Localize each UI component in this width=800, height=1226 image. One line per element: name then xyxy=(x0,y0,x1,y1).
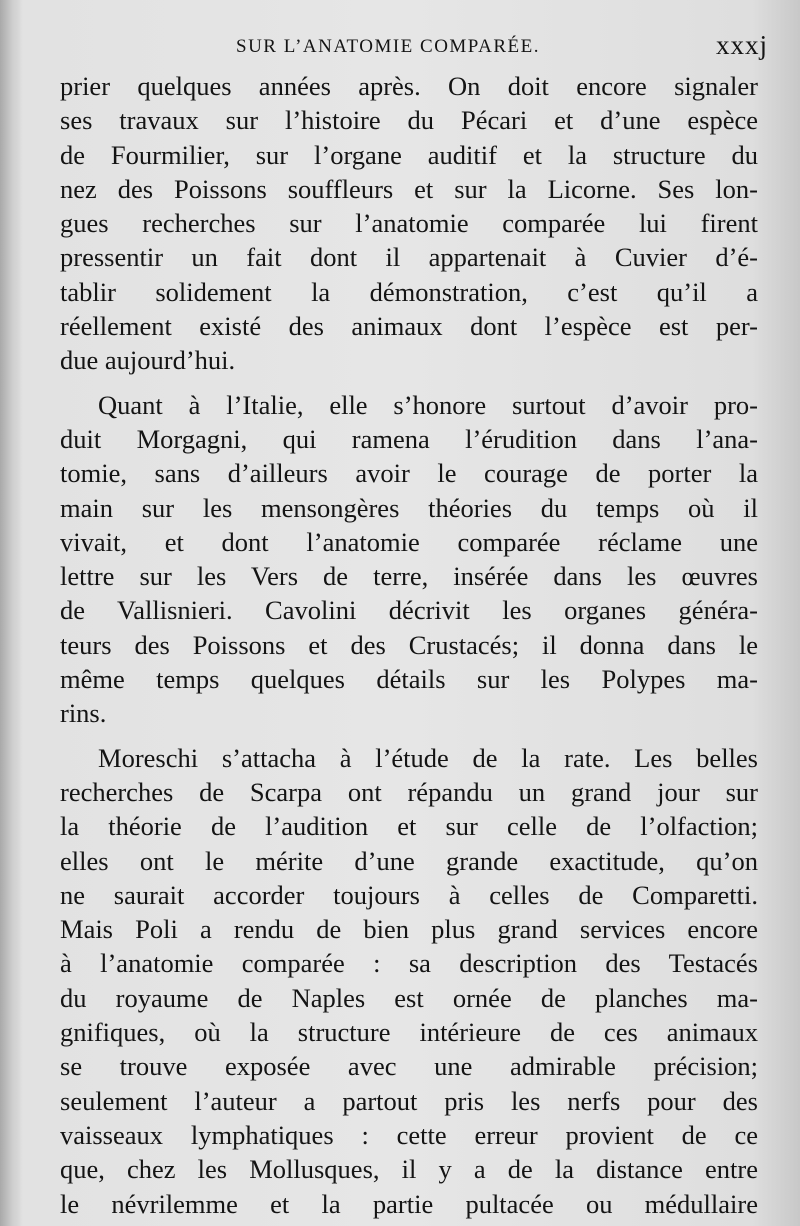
text-line: de Vallisnieri. Cavolini décrivit les organes généra- xyxy=(60,595,758,626)
text-line: duit Morgagni, qui ramena l’érudition dans l’ana- xyxy=(60,423,758,454)
text-line: gues recherches sur l’anatomie comparée lui firent xyxy=(60,208,758,239)
text-line: se trouve exposée avec une admirable précision; xyxy=(60,1051,758,1082)
text-line: seulement l’auteur a partout pris les nerfs pour des xyxy=(60,1085,758,1116)
text-line: vivait, et dont l’anatomie comparée réclame une xyxy=(60,526,758,557)
text-line: rins. xyxy=(60,698,107,729)
text-line: teurs des Poissons et des Crustacés; il donna dans le xyxy=(60,629,758,660)
page-binding-shadow xyxy=(0,0,22,1226)
text-line: due aujourd’hui. xyxy=(60,345,236,376)
body-text xyxy=(60,69,758,1221)
text-line: Mais Poli a rendu de bien plus grand services encore xyxy=(60,914,758,945)
text-line: le névrilemme et la partie pultacée ou médullaire xyxy=(60,1188,758,1219)
page-header xyxy=(60,30,770,70)
text-line: du royaume de Naples est ornée de planches ma- xyxy=(60,982,758,1013)
paragraph-3 xyxy=(60,741,758,1221)
text-line: recherches de Scarpa ont répandu un grand jour sur xyxy=(60,776,758,807)
text-line: tomie, sans d’ailleurs avoir le courage de porter la xyxy=(60,458,758,489)
text-line: gnifiques, où la structure intérieure de ces animaux xyxy=(60,1017,758,1048)
text-line: nez des Poissons souffleurs et sur la Licorne. Ses lon- xyxy=(60,173,758,204)
text-line: ses travaux sur l’histoire du Pécari et d’une espèce xyxy=(60,105,758,136)
text-line: de Fourmilier, sur l’organe auditif et la structure du xyxy=(60,139,758,170)
text-line: pressentir un fait dont il appartenait à Cuvier d’é- xyxy=(60,242,758,273)
text-line: Quant à l’Italie, elle s’honore surtout d’avoir pro- xyxy=(98,389,758,420)
text-line: vaisseaux lymphatiques : cette erreur provient de ce xyxy=(60,1119,758,1150)
text-line: Moreschi s’attacha à l’étude de la rate. Les belles xyxy=(98,742,758,773)
text-line: main sur les mensongères théories du temps où il xyxy=(60,492,758,523)
text-line: ne saurait accorder toujours à celles de Comparetti. xyxy=(60,879,758,910)
paragraph-1 xyxy=(60,69,758,378)
page-number: xxxj xyxy=(715,30,768,60)
paragraph-2 xyxy=(60,388,758,731)
text-line: réellement existé des animaux dont l’espèce est per- xyxy=(60,311,758,342)
text-line: que, chez les Mollusques, il y a de la distance entre xyxy=(60,1154,758,1185)
text-line: elles ont le mérite d’une grande exactitude, qu’on xyxy=(60,845,758,876)
text-line: tablir solidement la démonstration, c’est qu’il a xyxy=(60,276,758,307)
text-line: prier quelques années après. On doit encore signaler xyxy=(60,71,758,101)
text-line: lettre sur les Vers de terre, insérée dans les œuvres xyxy=(60,561,758,592)
text-line: à l’anatomie comparée : sa description des Testacés xyxy=(60,948,758,979)
running-head: SUR L’ANATOMIE COMPARÉE. xyxy=(236,36,540,57)
text-line: la théorie de l’audition et sur celle de l’olfaction; xyxy=(60,811,758,842)
text-line: même temps quelques détails sur les Polypes ma- xyxy=(60,664,758,695)
